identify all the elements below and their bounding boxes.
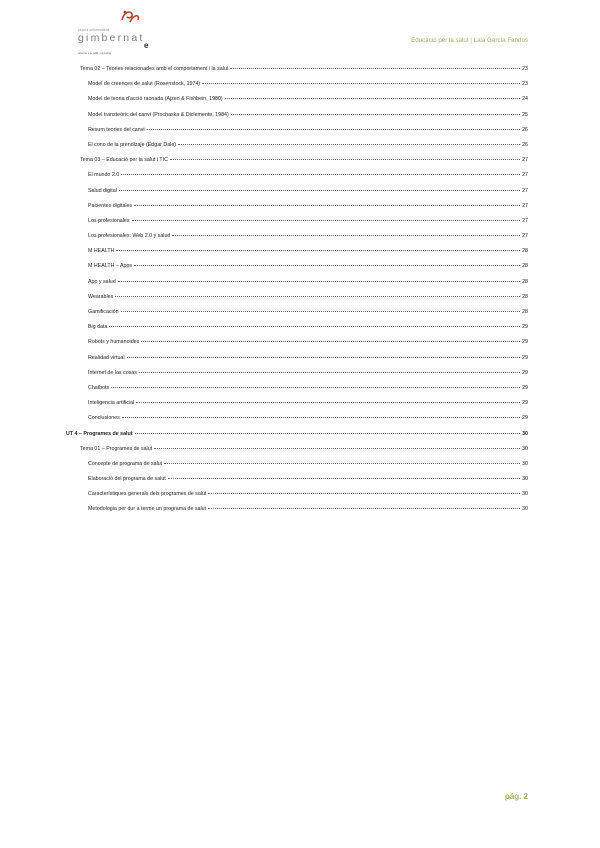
toc-leader xyxy=(121,174,520,175)
toc-entry-title: Resum teories del canvi xyxy=(88,126,145,133)
toc-entry-page: 27 xyxy=(522,202,528,209)
toc-entry-title: Conclusiones xyxy=(88,415,120,422)
toc-entry-page: 23 xyxy=(522,66,528,72)
toc-entry-page: 29 xyxy=(522,400,528,407)
toc-entry[interactable] xyxy=(72,411,528,426)
toc-leader xyxy=(172,235,520,236)
toc-entry[interactable] xyxy=(72,351,528,366)
toc-entry-title: Característiques generals dels programes de salut xyxy=(88,491,207,498)
toc-entry-page: 29 xyxy=(522,384,528,391)
toc-entry-page: 24 xyxy=(522,96,528,103)
toc-entry[interactable] xyxy=(72,153,528,168)
toc-leader xyxy=(109,326,520,327)
toc-entry-title: M HEALTH xyxy=(88,248,115,255)
toc-entry[interactable] xyxy=(72,229,528,244)
toc-entry-page: 29 xyxy=(522,369,528,376)
toc-entry-title: Model de creences de salut (Rosenstock, 1974) xyxy=(88,81,201,88)
toc-entry-title: Pacientes digitales xyxy=(88,202,133,209)
toc-entry-page: 28 xyxy=(522,293,528,300)
toc-entry[interactable] xyxy=(72,77,528,92)
toc-leader xyxy=(170,159,520,160)
toc-entry-title: Robots y humanoides xyxy=(88,339,140,346)
toc-entry-title: Tema 01 – Programes de salut xyxy=(80,445,153,452)
toc-entry-title: Model de teoria d'acció raonada (Ajzen & Fishbein, 1980) xyxy=(88,96,223,103)
toc-entry[interactable] xyxy=(72,290,528,305)
toc-entry-page: 30 xyxy=(522,491,528,498)
toc-leader xyxy=(168,478,520,479)
toc-leader xyxy=(132,220,521,221)
toc-entry-page: 27 xyxy=(522,187,528,194)
toc-entry-page: 30 xyxy=(522,476,528,483)
toc-entry[interactable] xyxy=(72,487,528,502)
toc-entry[interactable] xyxy=(72,123,528,138)
toc-entry-title: Los profesionales xyxy=(88,217,130,224)
toc-entry-title: Concepte de programa de salut xyxy=(88,460,163,467)
toc-entry[interactable] xyxy=(72,275,528,290)
toc-entry-page: 25 xyxy=(522,111,528,118)
toc-entry-page: 29 xyxy=(522,324,528,331)
toc-entry-title: Elaboració del programa de salut xyxy=(88,476,166,483)
toc-entry[interactable] xyxy=(72,396,528,411)
toc-leader xyxy=(208,493,520,494)
toc-leader xyxy=(141,341,520,342)
toc-entry-page: 27 xyxy=(522,172,528,179)
toc-entry-title: Wearables xyxy=(88,293,114,300)
toc-entry-page: 30 xyxy=(522,506,528,513)
toc-entry-title: Gamificación xyxy=(88,309,119,315)
toc-entry-page: 28 xyxy=(522,248,528,255)
toc-entry-page: 28 xyxy=(522,278,528,285)
toc-leader xyxy=(164,463,520,464)
header-doc-title: Educació per la salut | Laia García Fandos xyxy=(411,37,528,44)
toc-entry-page: 30 xyxy=(522,430,528,437)
toc-leader xyxy=(115,296,520,297)
toc-entry[interactable] xyxy=(72,381,528,396)
toc-leader xyxy=(122,417,520,418)
toc-entry-title: M HEALTH – Apps xyxy=(88,263,133,270)
toc-entry-page: 27 xyxy=(522,217,528,224)
toc-entry-page: 30 xyxy=(522,460,528,467)
toc-entry-page: 28 xyxy=(522,263,528,270)
toc-leader xyxy=(116,250,520,251)
toc-leader xyxy=(136,402,520,403)
toc-entry[interactable] xyxy=(72,366,528,381)
toc-entry[interactable] xyxy=(66,427,528,442)
toc-leader xyxy=(134,205,520,206)
toc-entry-title: Realidad virtual xyxy=(88,354,125,361)
toc-leader xyxy=(134,265,520,266)
toc-leader xyxy=(202,83,520,84)
toc-entry-page: 29 xyxy=(522,415,528,422)
toc-entry-page: 23 xyxy=(522,81,528,88)
logo-main-text: gimbernat xyxy=(78,32,145,44)
page-number: pág. 2 xyxy=(504,792,528,801)
toc-leader xyxy=(111,387,520,388)
toc-entry-title: El mundo 2.0 xyxy=(88,172,120,179)
toc-entry-page: 27 xyxy=(522,157,528,164)
toc-entry-page: 26 xyxy=(522,126,528,133)
toc-entry-title: Metodologia per dur a terme un programa de salut xyxy=(88,506,207,513)
toc-entry[interactable] xyxy=(72,472,528,487)
toc-entry-title: Tema 02 – Teories relacionades amb el comportament i la salut xyxy=(80,66,229,72)
toc-entry-title: El cono de la prendizaje (Edgar Dale) xyxy=(88,141,177,148)
toc-entry-title: Tema 03 – Educació per la salut i TIC xyxy=(80,157,168,164)
toc-entry-title: Model transteòric del canvi (Prochaska & Diclemente, 1984) xyxy=(88,111,229,118)
toc-entry-title: App y salud xyxy=(88,278,116,285)
toc-entry[interactable] xyxy=(72,62,528,77)
toc-leader xyxy=(154,448,520,449)
logo-tagline: adscrita a la UAB · cantabria xyxy=(78,52,112,55)
toc-entry[interactable] xyxy=(72,92,528,107)
toc-entry-page: 29 xyxy=(522,339,528,346)
toc-leader xyxy=(147,129,521,130)
toc-entry[interactable] xyxy=(72,335,528,350)
toc-leader xyxy=(208,508,520,509)
logo-small-text: escola universitària xyxy=(78,28,110,32)
toc-entry-title: Salud digital xyxy=(88,187,117,194)
toc-entry[interactable] xyxy=(72,457,528,472)
toc-entry-page: 28 xyxy=(522,309,528,315)
toc-entry[interactable] xyxy=(72,199,528,214)
toc-leader xyxy=(118,281,520,282)
logo-e-mark: e xyxy=(144,41,149,50)
toc-leader xyxy=(119,190,520,191)
toc-leader xyxy=(139,372,520,373)
toc-entry-page: 27 xyxy=(522,233,528,240)
toc-leader xyxy=(230,68,520,69)
logo xyxy=(78,8,158,54)
toc-leader xyxy=(121,311,520,312)
toc-entry-page: 29 xyxy=(522,354,528,361)
toc-entry-page: 26 xyxy=(522,141,528,148)
toc-entry[interactable] xyxy=(72,244,528,259)
toc-leader xyxy=(231,114,520,115)
toc-entry[interactable] xyxy=(72,502,528,517)
toc-entry[interactable] xyxy=(72,442,528,457)
toc-entry-title: Inteligencia artificial xyxy=(88,400,135,407)
logo-symbol-icon xyxy=(118,8,142,26)
toc-entry-title: Big data xyxy=(88,324,108,331)
toc-entry[interactable] xyxy=(72,214,528,229)
toc-entry-title: Los profesionales: Web 2.0 y salud xyxy=(88,233,171,240)
table-of-contents xyxy=(66,62,528,518)
toc-leader xyxy=(225,98,520,99)
toc-entry[interactable] xyxy=(72,108,528,123)
toc-leader xyxy=(127,357,521,358)
toc-entry[interactable] xyxy=(72,168,528,183)
toc-leader xyxy=(178,144,520,145)
toc-entry-title: UT 4 – Programes de salut xyxy=(66,430,133,437)
toc-entry[interactable] xyxy=(72,138,528,153)
toc-entry[interactable] xyxy=(72,320,528,335)
toc-entry[interactable] xyxy=(72,259,528,274)
toc-entry[interactable] xyxy=(72,305,528,320)
toc-entry-title: Internet de las cosas xyxy=(88,369,137,376)
toc-leader xyxy=(135,433,521,434)
toc-entry-title: Chatbots xyxy=(88,384,110,391)
toc-entry-page: 30 xyxy=(522,445,528,452)
toc-entry[interactable] xyxy=(72,184,528,199)
